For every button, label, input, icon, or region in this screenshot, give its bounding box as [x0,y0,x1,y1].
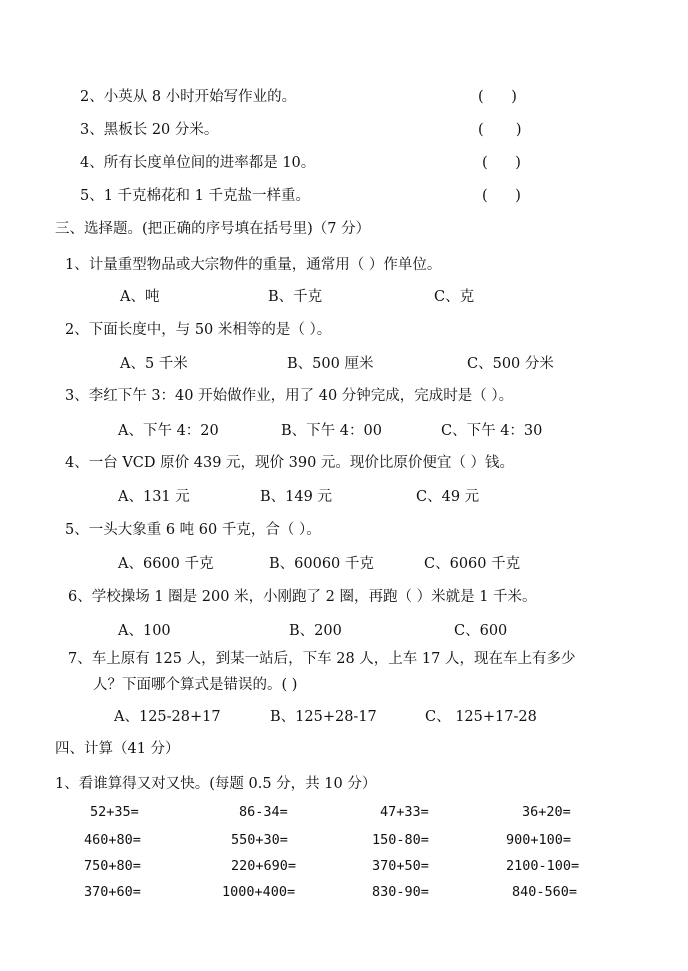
judge-item-2: 2、小英从 8 小时开始写作业的。 [80,89,297,105]
choice-1-option-b[interactable]: B、千克 [268,289,323,305]
choice-question-7-cont: 人？下面哪个算式是错误的。( ) [93,677,298,693]
calc-item: 840-560= [512,884,578,900]
choice-7-option-a[interactable]: A、125-28+17 [114,709,221,725]
calc-item: 47+33= [380,804,429,820]
calc-item: 220+690= [231,858,297,874]
choice-5-option-c[interactable]: C、6060 千克 [424,556,521,572]
choice-2-option-c[interactable]: C、500 分米 [467,356,554,372]
choice-question-7: 7、车上原有 125 人，到某一站后，下车 28 人，上车 17 人，现在车上有多少 [68,651,576,667]
choice-3-option-b[interactable]: B、下午 4：00 [281,423,382,439]
choice-5-option-b[interactable]: B、60060 千克 [269,556,374,572]
calc-item: 900+100= [506,832,572,848]
choice-2-option-b[interactable]: B、500 厘米 [287,356,374,372]
answer-bracket-3[interactable]: ( ) [478,122,522,138]
answer-bracket-5[interactable]: ( ) [482,188,521,204]
choice-4-option-b[interactable]: B、149 元 [260,489,332,505]
calc-item: 370+60= [84,884,141,900]
calc-item: 750+80= [84,858,141,874]
calc-item: 86-34= [239,804,288,820]
calc-subheading: 1、看谁算得又对又快。(每题 0.5 分，共 10 分） [55,776,377,792]
calc-item: 550+30= [231,832,288,848]
choice-6-option-c[interactable]: C、600 [454,623,508,639]
choice-question-4: 4、一台 VCD 原价 439 元，现价 390 元。现价比原价便宜（ ）钱。 [65,455,515,471]
answer-bracket-2[interactable]: ( ) [478,89,517,105]
choice-3-option-a[interactable]: A、下午 4：20 [118,423,219,439]
choice-question-1: 1、计量重型物品或大宗物件的重量，通常用（ ）作单位。 [65,257,442,273]
judge-item-5: 5、1 千克棉花和 1 千克盐一样重。 [80,188,311,204]
calc-item: 36+20= [522,804,571,820]
choice-question-5: 5、一头大象重 6 吨 60 千克，合（ ）。 [65,522,321,538]
calc-item: 150-80= [372,832,429,848]
choice-6-option-b[interactable]: B、200 [289,623,342,639]
calc-item: 1000+400= [222,884,296,900]
choice-4-option-a[interactable]: A、131 元 [118,489,190,505]
judge-item-4: 4、所有长度单位间的进率都是 10。 [80,155,316,171]
choice-question-3: 3、李红下午 3：40 开始做作业，用了 40 分钟完成，完成时是（ ）。 [65,388,514,404]
choice-7-option-c[interactable]: C、 125+17-28 [425,709,537,725]
choice-2-option-a[interactable]: A、5 千米 [120,356,188,372]
choice-3-option-c[interactable]: C、下午 4：30 [441,423,543,439]
choice-1-option-a[interactable]: A、吨 [120,289,160,305]
choice-7-option-b[interactable]: B、125+28-17 [270,709,377,725]
choice-1-option-c[interactable]: C、克 [434,289,475,305]
choice-4-option-c[interactable]: C、49 元 [416,489,480,505]
choice-5-option-a[interactable]: A、6600 千克 [118,556,214,572]
choice-6-option-a[interactable]: A、100 [118,623,171,639]
calc-item: 830-90= [372,884,429,900]
answer-bracket-4[interactable]: ( ) [482,155,521,171]
choice-question-2: 2、下面长度中，与 50 米相等的是（ ）。 [65,322,332,338]
calc-item: 2100-100= [506,858,580,874]
calc-item: 370+50= [372,858,429,874]
choice-question-6: 6、学校操场 1 圈是 200 米，小刚跑了 2 圈，再跑（ ）米就是 1 千米。 [68,589,537,605]
section-choice-heading: 三、选择题。(把正确的序号填在括号里)（7 分） [55,221,371,237]
section-calc-heading: 四、计算（41 分） [55,741,180,757]
calc-item: 460+80= [84,832,141,848]
judge-item-3: 3、黑板长 20 分米。 [80,122,219,138]
calc-item: 52+35= [90,804,139,820]
